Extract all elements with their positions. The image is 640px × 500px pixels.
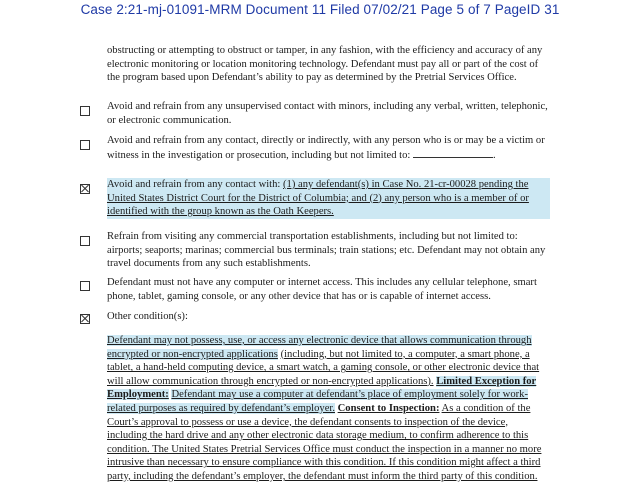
blank-line — [413, 148, 493, 158]
condition-victim: Avoid and refrain from any contact, directly or indirectly, with any person who is or may be a victim or witness in the investigation or prosecution, including but not limited to: . — [107, 135, 545, 161]
checkbox-minors[interactable] — [80, 106, 90, 116]
device-highlight: Defendant may not possess, use, or access any electronic device that allows communication through encrypted or non-encrypted applications — [107, 335, 532, 360]
consent-text: As a condition of the Court’s approval to possess or use a device, the defendant consents to inspection of the device, including the hard drive and any other electronic data storage medium, to confirm adherence to this condition. The United States Pretrial Services Office must conduct the inspection in a manner no more intrusive than necessary to ensure compliance with this condition. If this condition might affect a third party, including the defendant’s employer, the defendant must inform the third party of this condition. — [107, 402, 542, 482]
condition-transport: Refrain from visiting any commercial transportation establishments, including but not limited to: airports; seaports; marinas; commercial bus terminals; train stations; etc. Defendant may not obtain any travel documents from any such establishments. — [107, 231, 546, 270]
exception-text: Defendant may use a computer at defendant’s place of employment solely for work-related purposes as required by defendant’s employer. — [107, 389, 528, 414]
consent-title: Consent to Inspection: — [337, 402, 440, 414]
other-conditions-label: Other condition(s): — [107, 311, 188, 322]
contact-detail: (1) any defendant(s) in Case No. 21-cr-00028 pending the United States District Court for the District of Columbia; and (2) any person who is a member of or identified with the group known as the Oath Keepers. — [107, 179, 529, 218]
checkbox-transport[interactable] — [80, 236, 90, 246]
condition-minors: Avoid and refrain from any unsupervised contact with minors, including any verbal, written, telephonic, or electronic communication. — [107, 101, 548, 126]
checkbox-internet[interactable] — [80, 281, 90, 291]
checkbox-victim[interactable] — [80, 140, 90, 150]
device-examples: (including, but not limited to, a computer, a smart phone, a tablet, a hand-held computing device, a smart watch, a gaming console, or other electronic device that will allow communication through encrypted or non-encrypted applications). — [107, 348, 540, 387]
checkbox-other-checked[interactable] — [80, 314, 90, 324]
condition-internet: Defendant must not have any computer or internet access. This includes any cellular telephone, smart phone, tablet, gaming console, or any other device that has or is capable of internet access. — [107, 277, 537, 302]
case-header: Case 2:21-mj-01091-MRM Document 11 Filed 07/02/21 Page 5 of 7 PageID 31 — [80, 2, 560, 17]
condition-device-text — [107, 334, 550, 484]
intro-paragraph: obstructing or attempting to obstruct or tamper, in any fashion, with the efficiency and accuracy of any electronic monitoring or location monitoring technology. Defendant must pay all or part of the cost of the program based upon Defendant’s ability to pay as determined by the Pretrial Services Office. — [107, 45, 543, 84]
exception-title: Limited Exception for Employment: — [107, 375, 537, 401]
condition-victim-text: Avoid and refrain from any contact, directly or indirectly, with any person who is or may be a victim or witness in the investigation or prosecution, including but not limited to: — [107, 135, 545, 161]
contact-lead: Avoid and refrain from any contact with: — [107, 179, 281, 190]
condition-contact — [107, 178, 550, 219]
checkbox-contact-checked[interactable] — [80, 184, 90, 194]
